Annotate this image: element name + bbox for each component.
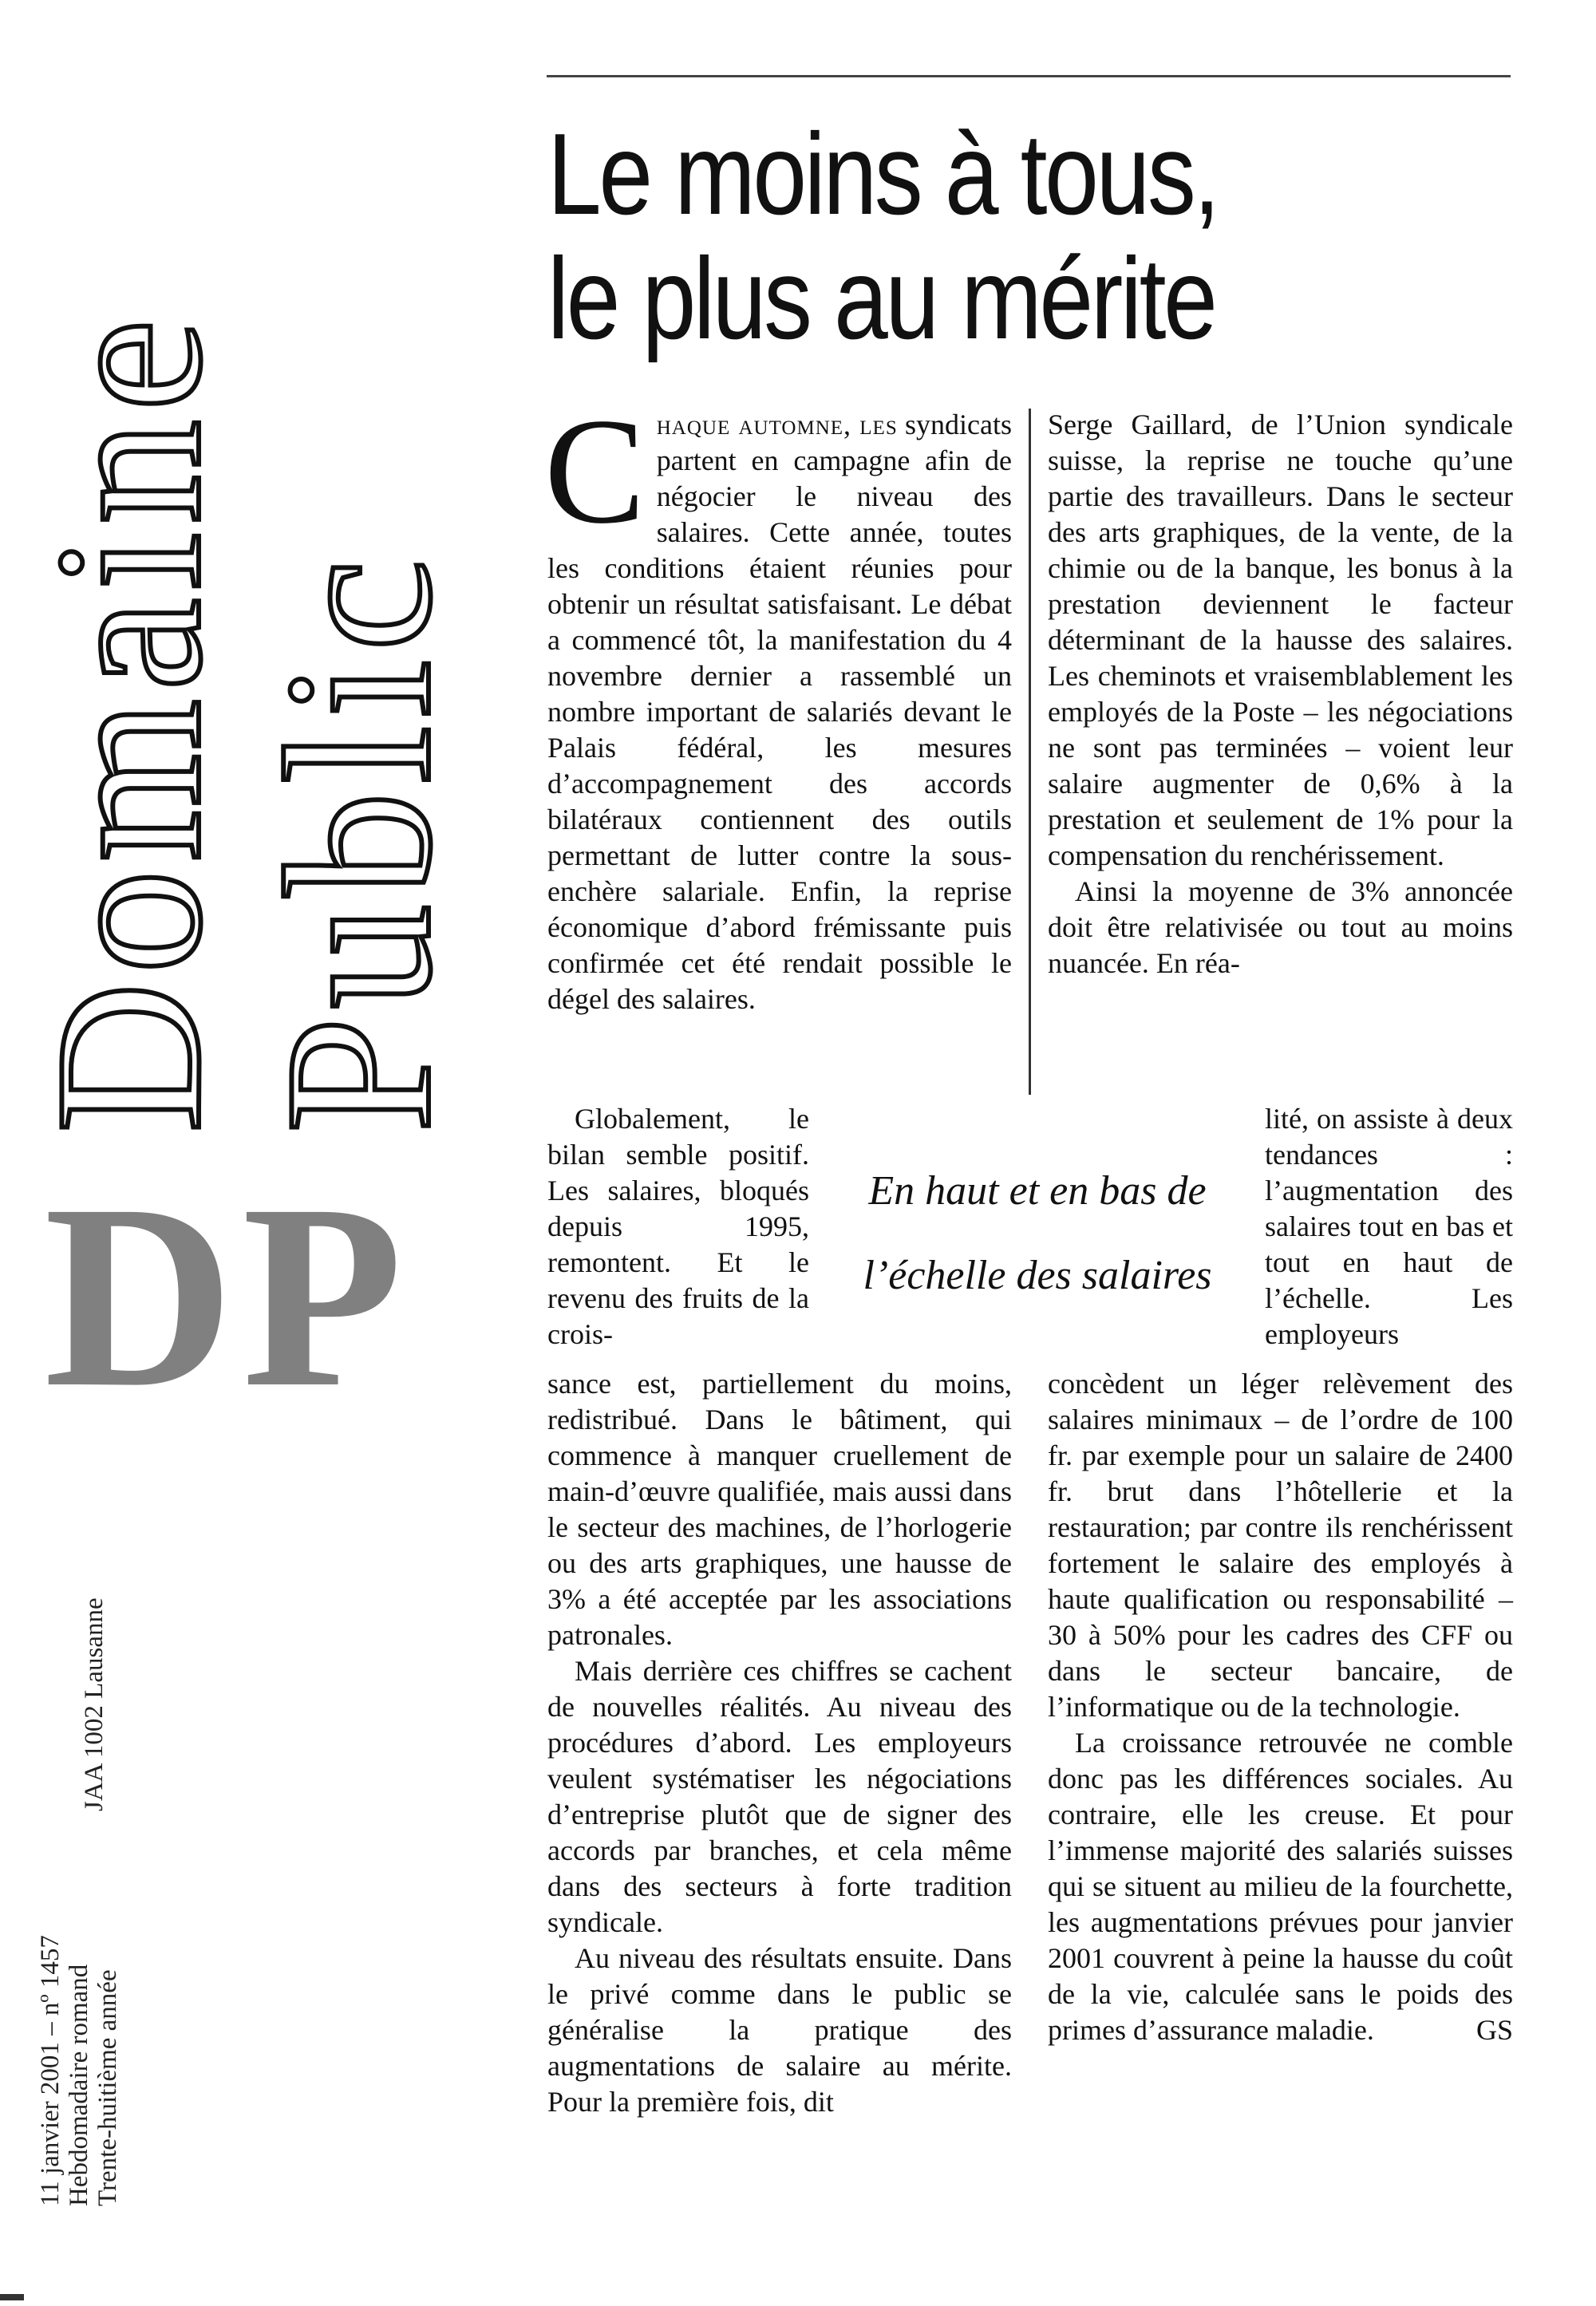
article-paragraph: Serge Gaillard, de l’Union syndicale suisse, la reprise ne touche qu’une partie des travailleurs. Dans le secteur des arts graphiques, de la vente, de la chimie ou de la banque, les bonus à la prestation deviennent le facteur déterminant de la hausse des salaires. Les cheminots et vraisemblablement les employés de la Poste – les négociations ne sont pas terminées – voient leur salaire augmenter de 0,6% à la prestation et seulement de 1% pour la compensation du renchérissement. xyxy=(1048,409,1513,871)
masthead-title-domaine: Domaine xyxy=(13,310,244,1133)
article-column-1-narrow xyxy=(547,1101,809,1352)
headline-line-2: le plus au mérite xyxy=(547,234,1215,363)
article-paragraph: lité, on assiste à deux tendances : l’augmentation des salaires tout en bas et tout en haut de l’échelle. Les employeurs xyxy=(1265,1103,1513,1350)
paragraph-text: syndicats partent en campagne afin de négocier le niveau des salaires. Cette année, toutes les conditions étaient réunies pour obtenir un résultat satisfaisant. Le débat a commencé tôt, la manifestation du 4 novembre dernier a rassemblé un nombre important de salariés devant le Palais fédéral, les mesures d’accompagnement des accords bilatéraux contiennent des outils permettant de lutter contre la sous-enchère salariale. Enfin, la reprise économique d’abord frémissante puis confirmée cet été rendait possible le dégel des salaires. xyxy=(547,409,1012,1015)
top-rule xyxy=(547,75,1511,77)
article-paragraph: concèdent un léger relèvement des salaires minimaux – de l’ordre de 100 fr. par exemple pour un salaire de 2400 fr. brut dans l’hôtellerie et la restauration; par contre ils renchérissent fortement le salaire des employés à haute qualification ou responsabilité – 30 à 50% pour les cadres des CFF ou dans le secteur bancaire, de l’informatique ou de la technologie. xyxy=(1048,1368,1513,1723)
postal-mark: JAA 1002 Lausanne xyxy=(80,1597,109,1811)
article-paragraph: Ainsi la moyenne de 3% annoncée doit être relativisée ou tout au moins nuancée. En réa- xyxy=(1048,875,1513,979)
article-paragraph xyxy=(544,388,1012,1017)
lead-in: haque automne, les xyxy=(656,409,898,440)
paragraph-text: La croissance retrouvée ne comble donc pas les différences sociales. Au contraire, elle les creuse. Et pour l’immense majorité des salariés suisses qui se situent au milieu de la fourchette, les augmentations prévues pour janvier 2001 couvrent à peine la hausse du coût de la vie, calculée sans le poids des primes d’assurance maladie. xyxy=(1048,1727,1513,2046)
article-headline xyxy=(547,109,1218,363)
masthead-title-public: Public xyxy=(243,551,474,1133)
article-paragraph xyxy=(1048,1725,1513,2048)
article-column-1-bottom xyxy=(547,1366,1012,2120)
column-rule xyxy=(1029,409,1031,1095)
pull-quote-line-1: En haut et en bas de xyxy=(868,1168,1207,1214)
pull-quote-line-2: l’échelle des salaires xyxy=(863,1253,1212,1298)
article-column-1-top xyxy=(544,388,1012,1017)
bottom-mark xyxy=(0,2294,24,2300)
issue-date-number: 11 janvier 2001 – nº 1457 xyxy=(36,1935,65,2206)
drop-cap: C xyxy=(544,388,646,555)
article-paragraph: Au niveau des résultats ensuite. Dans le privé comme dans le public se généralise la pratique des augmentations de salaire au mérite. Pour la première fois, dit xyxy=(547,1942,1012,2118)
issue-year: Trente-huitième année xyxy=(93,1969,122,2206)
article-column-2-narrow xyxy=(1265,1101,1513,1352)
author-signature: GS xyxy=(1476,2014,1513,2046)
article-paragraph: Mais derrière ces chiffres se cachent de nouvelles réalités. Au niveau des procédures d’abord. Les employeurs veulent systématiser les négociations d’entreprise plutôt que de signer des accords par branches, et cela même dans des secteurs à forte tradition syndicale. xyxy=(547,1655,1012,1938)
article-paragraph: sance est, partiellement du moins, redistribué. Dans le bâtiment, qui commence à manquer cruellement de main-d’œuvre qualifiée, mais aussi dans le secteur des machines, de l’horlogerie ou des arts graphiques, une hausse de 3% a été acceptée par les associations patronales. xyxy=(547,1368,1012,1651)
article-paragraph: Globalement, le bilan semble positif. Les salaires, bloqués depuis 1995, remontent. Et le revenu des fruits de la crois- xyxy=(547,1103,809,1350)
article-column-2-top xyxy=(1048,407,1513,981)
article-column-2-bottom xyxy=(1048,1366,1513,2048)
pull-quote xyxy=(830,1149,1245,1318)
masthead-monogram: DP xyxy=(44,1151,411,1442)
issue-frequency: Hebdomadaire romand xyxy=(65,1964,93,2206)
masthead xyxy=(0,0,511,2306)
issue-info xyxy=(36,1935,122,2206)
headline-line-1: Le moins à tous, xyxy=(547,109,1218,239)
